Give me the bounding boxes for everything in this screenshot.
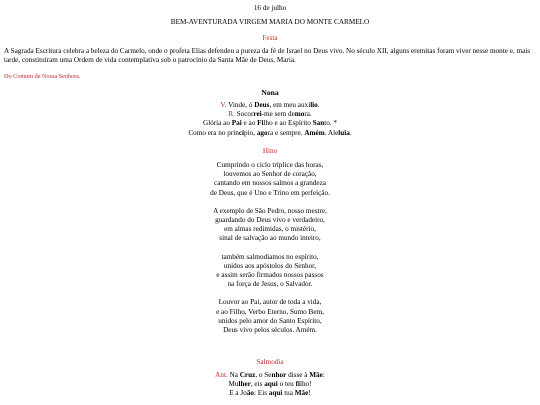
versicle-accent: Deus xyxy=(254,101,270,109)
antiphon-accent: aqui xyxy=(268,389,283,398)
antiphon-accent: fi xyxy=(295,380,300,389)
response-text: -me sem de xyxy=(261,110,295,119)
hymn-stanza xyxy=(0,207,540,244)
response-line xyxy=(0,110,540,119)
antiphon-text: disse à xyxy=(286,371,310,379)
gloria-text: Glória ao xyxy=(203,119,232,128)
hymn-line: A exemplo de São Pedro, nosso mestre, xyxy=(213,206,327,215)
versicle-text: . xyxy=(317,101,320,109)
response-accent: rei xyxy=(253,110,262,119)
antiphon-line xyxy=(0,371,540,380)
antiphon-accent: ão xyxy=(246,389,255,398)
hymn-line: também salmodiamos no espírito, xyxy=(221,252,319,261)
versicle-line xyxy=(0,101,540,110)
hymn-title: Hino xyxy=(262,147,278,155)
sicut-text: pio, xyxy=(244,128,257,137)
antiphon-accent: Cruz xyxy=(239,371,256,379)
sicut-accent: cí xyxy=(238,128,245,137)
antiphon-accent: Mãe xyxy=(309,371,323,379)
hymn-line: sinal de salvação ao mundo inteiro, xyxy=(219,234,321,243)
antiphon-text: tua xyxy=(282,389,295,398)
antiphon-text: : xyxy=(322,371,325,379)
antiphon-accent: nhor xyxy=(271,371,287,379)
hymn-line: cantando em nossos salmos a grandeza xyxy=(214,179,326,188)
opening-versicles xyxy=(0,101,540,138)
gloria-line xyxy=(0,119,540,128)
antiphon-text: ! xyxy=(308,389,311,398)
sicut-text: Como era no prin xyxy=(188,128,239,137)
response-accent: mo xyxy=(294,110,305,119)
hymn-line: Cumprindo o ciclo tríplice das horas, xyxy=(216,161,324,169)
hymn-line: unidos aos apóstolos do Senhor, xyxy=(223,261,317,270)
gloria-accent: Fi xyxy=(257,119,264,128)
hymn-line: de Deus, que é Uno e Trino em perfeição. xyxy=(210,188,330,197)
gloria-accent: San xyxy=(312,119,325,128)
response-text: Socor xyxy=(234,110,254,119)
hymn-line: Louvor ao Pai, autor de toda a vida, xyxy=(218,298,322,307)
hymn-body xyxy=(0,161,540,344)
hymn-stanza xyxy=(0,253,540,290)
commune-rubric: Do Comum de Nossa Senhora. xyxy=(4,73,81,80)
versicle-accent: lio xyxy=(310,101,318,109)
sicut-accent: Amém xyxy=(304,128,325,137)
antiphon-text: , eis xyxy=(250,380,265,389)
gloria-text: lho e ao Espírito xyxy=(263,119,313,128)
gloria-accent: Pai xyxy=(231,119,242,128)
sicut-text: ra e sempre. xyxy=(267,128,305,137)
date-line: 16 de julho xyxy=(253,4,287,12)
hymn-line: unidos pelo amor do Santo Espírito, xyxy=(218,316,322,325)
hymn-line: guardando do Deus vivo e verdadeiro, xyxy=(215,216,325,225)
antiphon-accent: aqui xyxy=(264,380,278,389)
antiphon-mark: Ant. xyxy=(215,371,228,379)
sicut-erat-line xyxy=(0,129,540,138)
hymn-line: e assim serão firmados nossos passos xyxy=(216,271,324,280)
sicut-accent: luia xyxy=(338,128,350,137)
feast-rank: Festa xyxy=(262,34,278,42)
hymn-line: na força de Jesus, o Salvador. xyxy=(227,280,313,289)
hymn-line: louvemos ao Senhor de coração, xyxy=(223,170,317,179)
antiphon-text: : Eis xyxy=(254,389,269,398)
versicle-mark: V. xyxy=(220,101,227,109)
antiphon-text: o teu xyxy=(277,380,296,389)
gloria-text: to. * xyxy=(324,119,337,128)
hymn-line: Deus vivo pelos séculos. Amém. xyxy=(223,326,317,335)
antiphon-text: E a Jo xyxy=(229,389,247,398)
response-text: ra. xyxy=(304,110,312,119)
antiphon-accent: lher xyxy=(238,380,251,389)
psalmody-title: Salmodia xyxy=(256,358,284,366)
antiphon-accent: Mãe xyxy=(294,389,309,398)
hymn-line: e ao Filho, Verbo Eterno, Sumo Bem, xyxy=(216,307,324,316)
antiphon-text: , o Se xyxy=(255,371,272,379)
sicut-text: . xyxy=(349,128,352,137)
hymn-stanza xyxy=(0,298,540,335)
antiphon xyxy=(0,371,540,399)
response-mark: R. xyxy=(228,110,235,119)
feast-introduction: A Sagrada Escritura celebra a beleza do Carmelo, onde o profeta Elias defendeu a pureza da fé de Israel no Deus vivo. No século XII, alguns eremitas foram viver nesse monte e, mais tarde, constituíram uma Ordem de vida contemplativa sob o patrocínio da Santa Mãe de Deus, Maria. xyxy=(4,47,531,65)
sicut-accent: ago xyxy=(256,128,268,137)
antiphon-line xyxy=(0,380,540,389)
hour-title: Nona xyxy=(261,88,279,97)
hymn-stanza xyxy=(0,161,540,198)
versicle-text: Vinde, ó xyxy=(226,101,255,109)
antiphon-text: Na xyxy=(227,371,240,379)
feast-title: BEM-AVENTURADA VIRGEM MARIA DO MONTE CARMELO xyxy=(170,18,370,26)
sicut-text: . Ale xyxy=(324,128,339,137)
antiphon-text: lho! xyxy=(299,380,312,389)
versicle-text: , em meu auxi xyxy=(269,101,311,109)
antiphon-line xyxy=(0,389,540,398)
hymn-line: em almas redimidas, o mistério, xyxy=(224,225,316,234)
gloria-text: e ao xyxy=(241,119,258,128)
antiphon-text: Mu xyxy=(228,380,239,389)
